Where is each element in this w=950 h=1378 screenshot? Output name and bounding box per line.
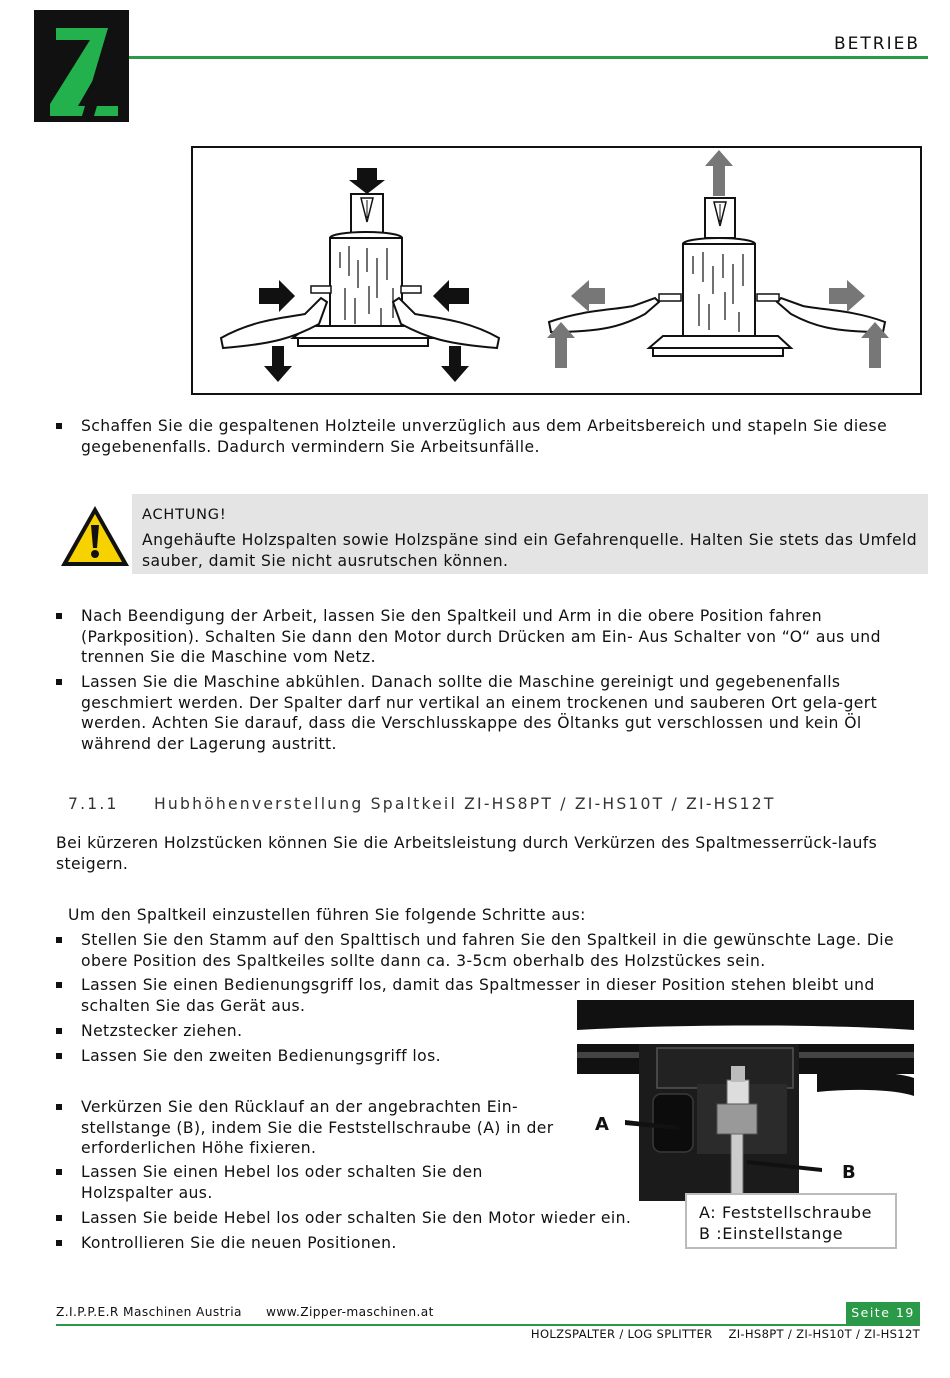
page-section-title: BETRIEB (833, 34, 920, 54)
section-title: Hubhöhenverstellung Spaltkeil ZI-HS8PT / ZI-HS10T / ZI-HS12T (154, 795, 776, 813)
footer-url: www.Zipper-maschinen.at (266, 1305, 434, 1319)
header-rule (129, 56, 928, 59)
photo-label-b: B (842, 1162, 856, 1183)
bullet-icon (56, 423, 62, 429)
return-up-scene (547, 150, 889, 368)
list-item: Schaffen Sie die gespaltenen Holzteile unverzüglich aus dem Arbeitsbereich und stapeln Sie diese gegebenenfalls. Dadurch vermindern Sie Arbeitsunfälle. (81, 416, 901, 457)
bullet-icon (56, 1104, 62, 1110)
step-item: Verkürzen Sie den Rücklauf an der angebrachten Ein-stellstange (B), indem Sie die Feststellschraube (A) in der erforderlichen Höhe fixieren. (81, 1097, 563, 1159)
section-intro: Bei kürzeren Holzstücken können Sie die Arbeitsleistung durch Verkürzen des Spaltmesserrück-laufs steigern. (56, 834, 878, 873)
log-splitting-illustration (191, 146, 922, 395)
page-number-badge: Seite 19 (846, 1302, 920, 1324)
footer-rule (56, 1324, 920, 1326)
photo-legend (685, 1193, 897, 1249)
section-number: 7.1.1 (68, 795, 119, 813)
step-item: Kontrollieren Sie die neuen Positionen. (81, 1233, 681, 1254)
zipper-logo (34, 10, 129, 122)
footer-company: Z.I.P.P.E.R Maschinen Austria (56, 1305, 242, 1319)
warning-text: Angehäufte Holzspalten sowie Holzspäne sind ein Gefahrenquelle. Halten Sie stets das Umfeld sauber, damit Sie nicht ausrutschen können. (142, 531, 918, 570)
bullet-icon (56, 982, 62, 988)
step-item: Lassen Sie beide Hebel los oder schalten Sie den Motor wieder ein. (81, 1208, 681, 1229)
legend-b: B :Einstellstange (699, 1224, 844, 1243)
bullet-icon (56, 1169, 62, 1175)
step-item: Netzstecker ziehen. (81, 1021, 561, 1042)
step-item: Stellen Sie den Stamm auf den Spalttisch und fahren Sie den Spaltkeil in die gewünschte Lage. Die obere Position des Spaltkeiles sollte dann ca. 3-5cm oberhalb des Holzstückes sein. (81, 930, 927, 971)
photo-label-a: A (595, 1114, 609, 1135)
footer-product: HOLZSPALTER / LOG SPLITTER ZI-HS8PT / ZI-HS10T / ZI-HS12T (530, 1327, 920, 1341)
section-heading (68, 795, 776, 813)
adjustment-photo (577, 1000, 914, 1201)
step-item: Lassen Sie einen Bedienungsgriff los, damit das Spaltmesser in dieser Position stehen bleibt und schalten Sie das Gerät aus. (81, 975, 911, 1016)
warning-label: ACHTUNG! (142, 507, 227, 523)
steps-intro: Um den Spaltkeil einzustellen führen Sie folgende Schritte aus: (68, 906, 586, 924)
step-item: Lassen Sie den zweiten Bedienungsgriff los. (81, 1046, 561, 1067)
bullet-icon (56, 613, 62, 619)
bullet-icon (56, 679, 62, 685)
bullet-icon (56, 1215, 62, 1221)
bullet-icon (56, 1028, 62, 1034)
legend-a: A: Feststellschraube (699, 1203, 873, 1222)
bullet-icon (56, 937, 62, 943)
bullet-icon (56, 1053, 62, 1059)
bullet-icon (56, 1240, 62, 1246)
list-item: Nach Beendigung der Arbeit, lassen Sie den Spaltkeil und Arm in die obere Position fahren (Parkposition). Schalten Sie dann den Motor durch Drücken am Ein- Aus Schalter von “O“ aus und trennen Sie die Maschine vom Netz. (81, 606, 917, 668)
step-item: Lassen Sie einen Hebel los oder schalten Sie den Holzspalter aus. (81, 1162, 531, 1203)
splitting-down-scene (221, 168, 499, 382)
warning-triangle-icon (58, 503, 132, 569)
list-item: Lassen Sie die Maschine abkühlen. Danach sollte die Maschine gereinigt und gegebenenfalls geschmiert werden. Der Spalter darf nur vertikal an einem trockenen und sauberen Ort gela-gert werden. Achten Sie darauf, dass die Verschlusskappe des Öltanks gut verschlossen und kein Öl während der Lagerung austritt. (81, 672, 901, 754)
